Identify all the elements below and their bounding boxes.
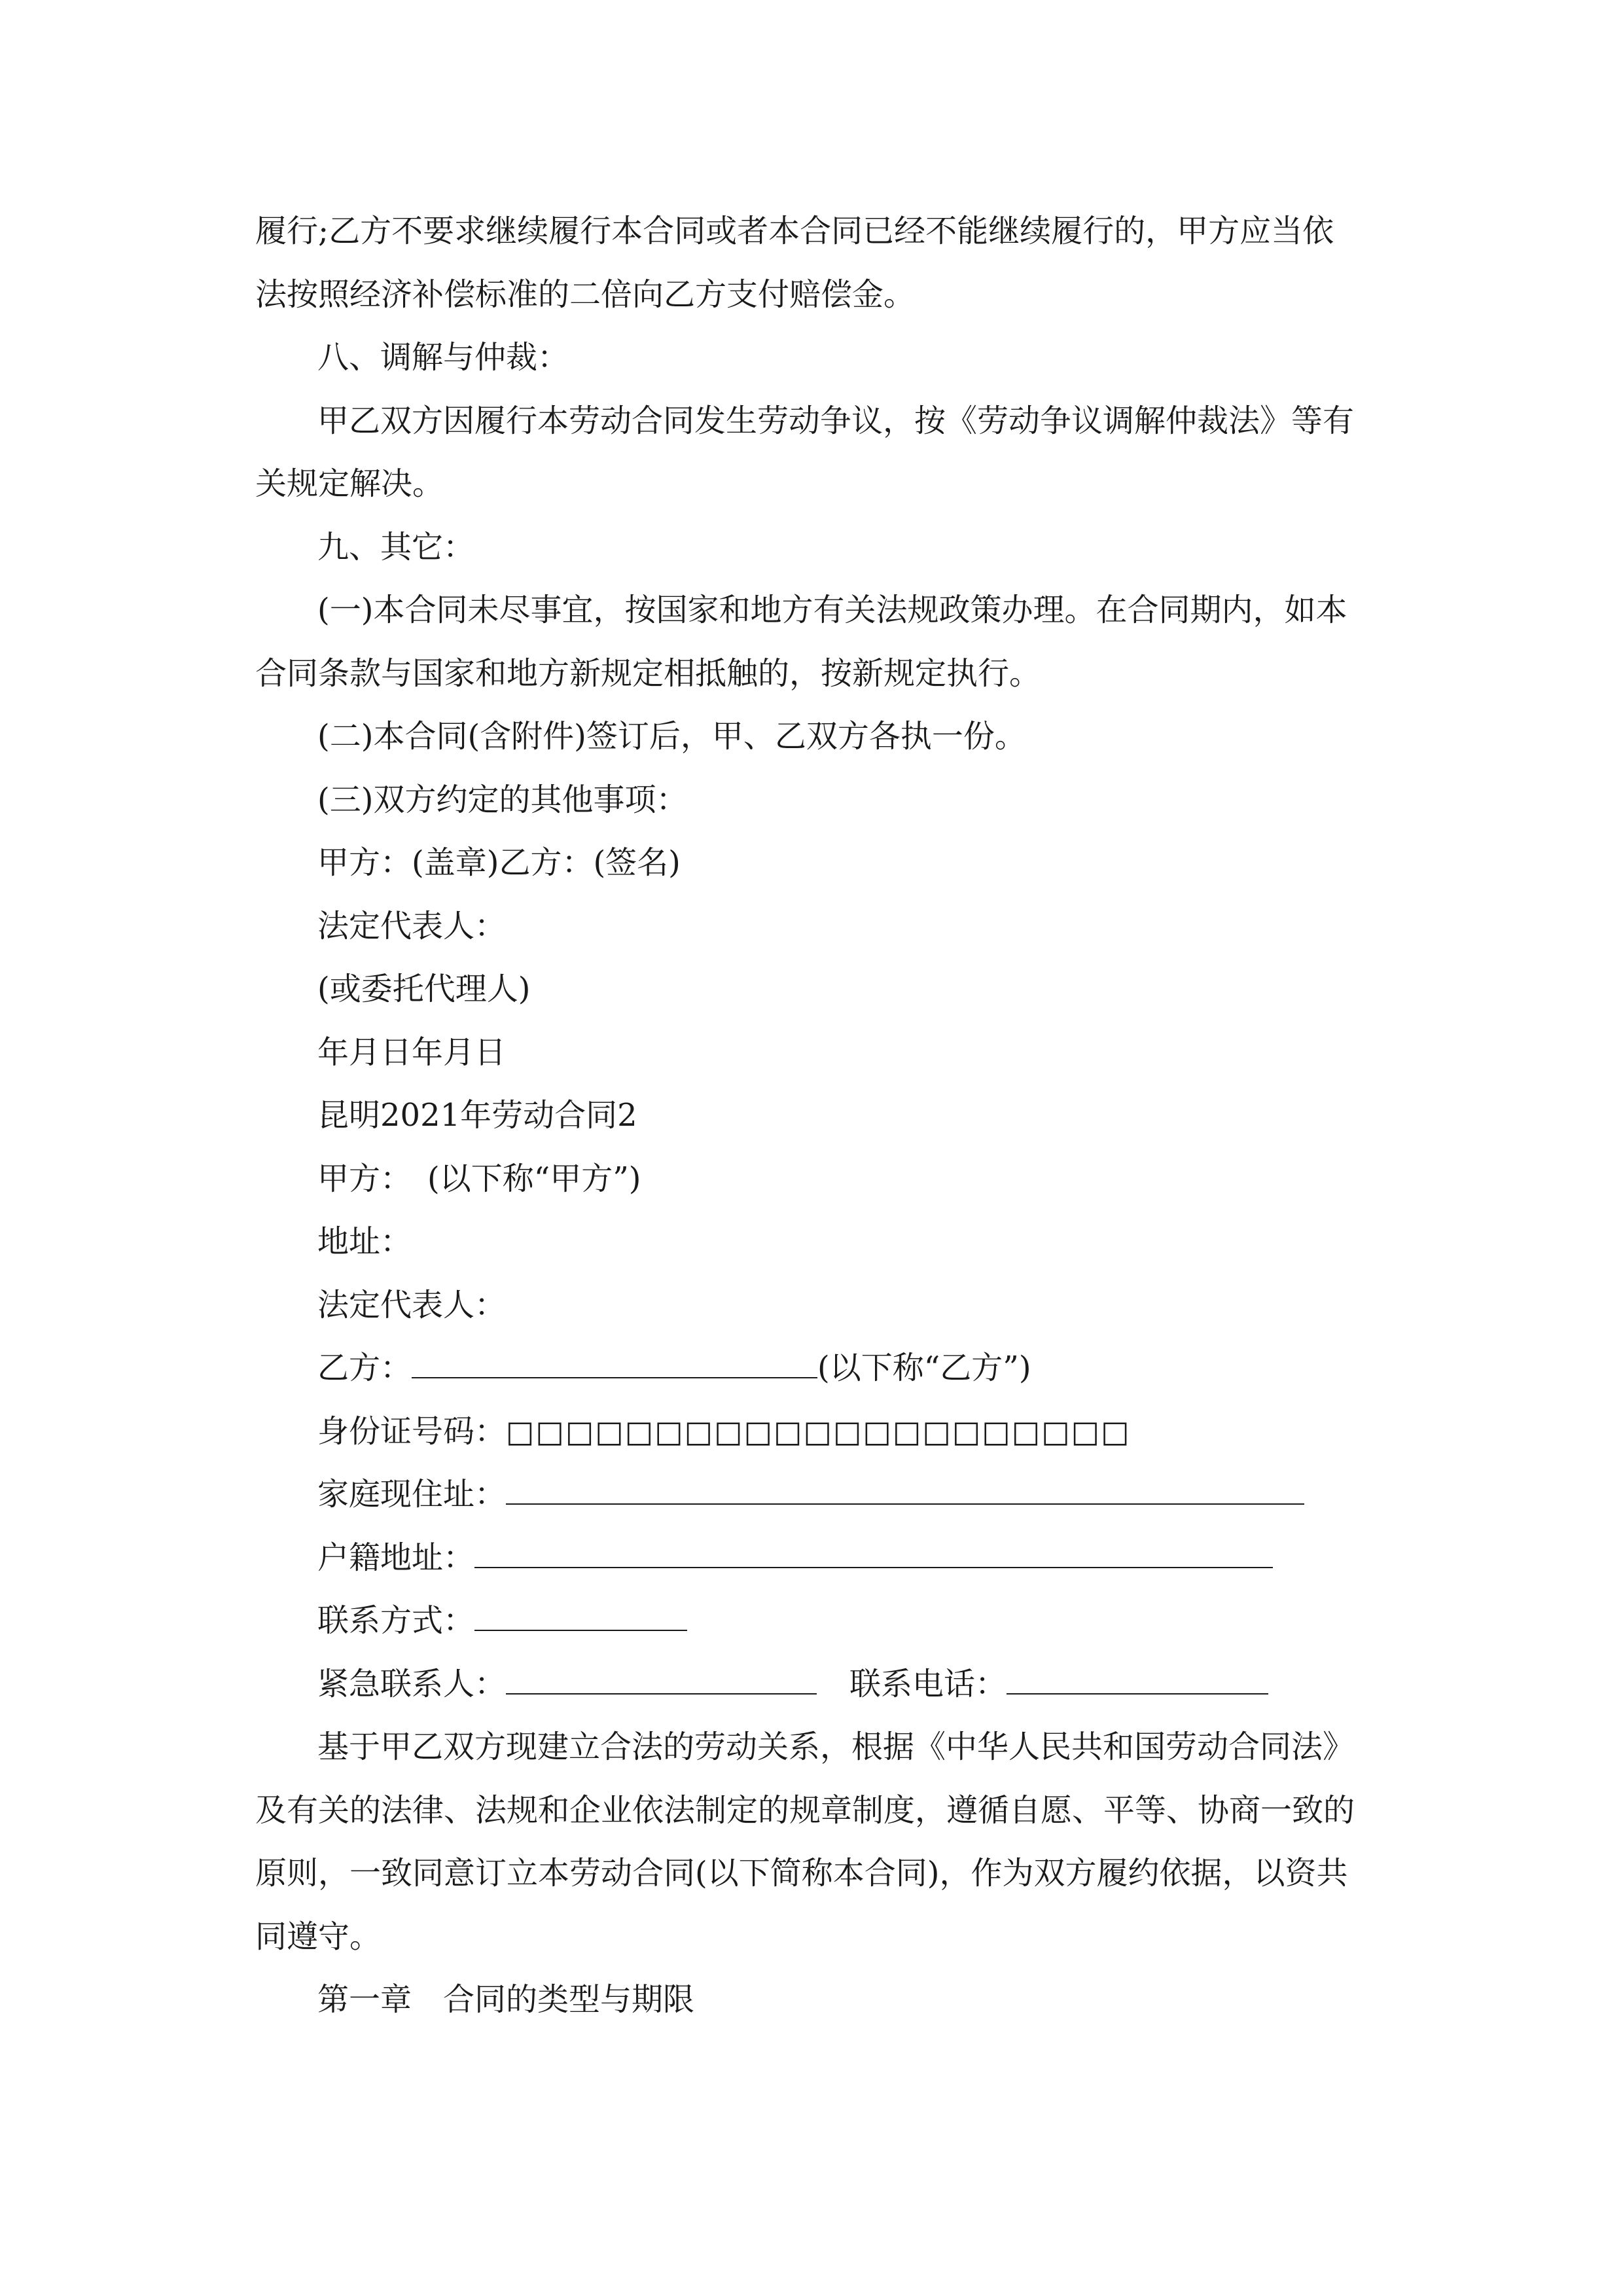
party-b-label: 乙方： bbox=[317, 1350, 412, 1386]
date-line: 年月日年月日 bbox=[317, 1034, 507, 1071]
household-address-label: 户籍地址： bbox=[317, 1539, 475, 1576]
text-line: 履行;乙方不要求继续履行本合同或者本合同已经不能继续履行的，甲方应当依 bbox=[255, 213, 1334, 249]
text-line: 法定代表人： bbox=[317, 1287, 507, 1323]
home-address-label: 家庭现住址： bbox=[317, 1476, 507, 1513]
text-line: 原则，一致同意订立本劳动合同(以下简称本合同)，作为双方履约依据，以资共 bbox=[255, 1855, 1348, 1892]
text-line: 法定代表人： bbox=[317, 908, 507, 944]
contact-label: 联系方式： bbox=[317, 1602, 475, 1639]
text-line: 地址： bbox=[317, 1223, 412, 1260]
text-line: 同遵守。 bbox=[255, 1918, 382, 1955]
household-address-row bbox=[317, 1538, 1443, 1577]
household-address-blank[interactable] bbox=[474, 1538, 1273, 1568]
id-number-row bbox=[317, 1412, 1443, 1451]
party-b-suffix: (以下称“乙方”) bbox=[817, 1350, 1031, 1386]
signature-line: 甲方：(盖章)乙方：(签名) bbox=[317, 844, 681, 881]
contact-blank[interactable] bbox=[474, 1601, 687, 1631]
party-b-blank[interactable] bbox=[412, 1348, 817, 1378]
id-number-label: 身份证号码： bbox=[317, 1413, 507, 1450]
chapter-heading: 第一章 合同的类型与期限 bbox=[317, 1981, 695, 2018]
text-line: 甲方： (以下称“甲方”) bbox=[317, 1160, 641, 1197]
text-line: 基于甲乙双方现建立合法的劳动关系，根据《中华人民共和国劳动合同法》 bbox=[317, 1729, 1355, 1765]
emergency-contact-blank[interactable] bbox=[506, 1664, 817, 1695]
text-line: (或委托代理人) bbox=[317, 971, 531, 1007]
text-line: 合同条款与国家和地方新规定相抵触的，按新规定执行。 bbox=[255, 655, 1041, 692]
text-line: 法按照经济补偿标准的二倍向乙方支付赔偿金。 bbox=[255, 276, 916, 313]
emergency-contact-label: 紧急联系人： bbox=[317, 1666, 507, 1702]
document-title: 昆明2021年劳动合同2 bbox=[317, 1097, 637, 1134]
contact-row bbox=[317, 1601, 1443, 1640]
id-number-boxes[interactable]: □□□□□□□□□□□□□□□□□□□□□ bbox=[506, 1414, 1131, 1449]
text-line: 及有关的法律、法规和企业依法制定的规章制度，遵循自愿、平等、协商一致的 bbox=[255, 1792, 1355, 1829]
section-heading: 九、其它： bbox=[317, 529, 475, 565]
party-b-row bbox=[317, 1348, 1443, 1388]
phone-blank[interactable] bbox=[1007, 1664, 1268, 1695]
phone-label: 联系电话： bbox=[849, 1666, 1007, 1702]
home-address-row bbox=[317, 1475, 1443, 1514]
text-line: 甲乙双方因履行本劳动合同发生劳动争议，按《劳动争议调解仲裁法》等有 bbox=[317, 403, 1355, 439]
text-line: (二)本合同(含附件)签订后，甲、乙双方各执一份。 bbox=[317, 718, 1026, 755]
emergency-contact-row bbox=[317, 1664, 1443, 1704]
section-heading: 八、调解与仲裁： bbox=[317, 339, 569, 376]
text-line: (一)本合同未尽事宜，按国家和地方有关法规政策办理。在合同期内，如本 bbox=[317, 592, 1347, 628]
text-line: 关规定解决。 bbox=[255, 465, 444, 502]
text-line: (三)双方约定的其他事项： bbox=[317, 781, 688, 818]
home-address-blank[interactable] bbox=[506, 1475, 1304, 1505]
